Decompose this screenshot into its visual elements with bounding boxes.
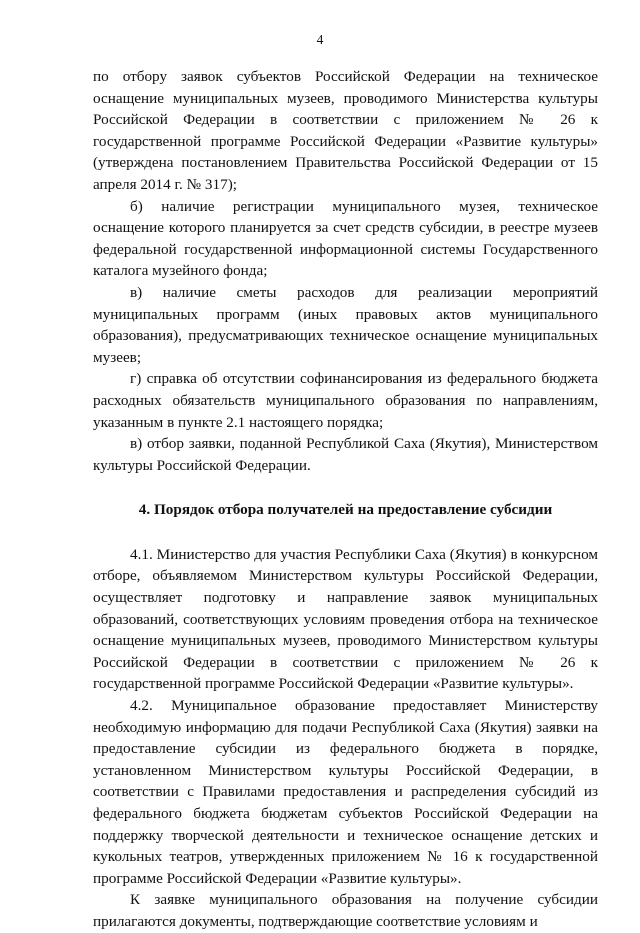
paragraph-top-1: по отбору заявок субъектов Российской Федерации на техническое оснащение муниципальных музеев, проводимого Министерства культуры Российской Федерации в соответствии с приложением № 26 к государственной программе Российской Федерации «Развитие культуры» (утверждена постановлением Правительства Российской Федерации от 15 апреля 2014 г. № 317); [93, 68, 598, 193]
paragraph-top-3: в) наличие сметы расходов для реализации мероприятий муниципальных программ (иных правовых актов муниципального образования), предусматривающих техническое оснащение муниципальных музеев; [93, 283, 598, 366]
paragraph-top-5: в) отбор заявки, поданной Республикой Саха (Якутия), Министерством культуры Российской Федерации. [93, 435, 598, 474]
paragraph-top-4: г) справка об отсутствии софинансирования из федерального бюджета расходных обязательств муниципального образования по направлениям, указанным в пункте 2.1 настоящего порядка; [93, 370, 598, 431]
paragraph-top-2: б) наличие регистрации муниципального музея, техническое оснащение которого планируется за счет средств субсидии, в реестре музеев федеральной государственной информационной системы Государственного каталога музейного фонда; [93, 197, 598, 280]
page-number: 4 [316, 32, 324, 47]
document-body [93, 66, 598, 933]
section-heading: 4. Порядок отбора получателей на предоставление субсидии [138, 501, 553, 519]
paragraph-4-1: 4.1. Министерство для участия Республики Саха (Якутия) в конкурсном отборе, объявляемом Министерством культуры Российской Федерации, осуществляет подготовку и направление заявок муниципальных образований, соответствующих условиям проведения отбора на техническое оснащение муниципальных музеев, проводимого Министерством культуры Российской Федерации в соответствии с приложением № 26 к государственной программе Российской Федерации «Развитие культуры». [93, 545, 598, 693]
paragraph-attachments: К заявке муниципального образования на получение субсидии прилагаются документы, подтверждающие соответствие условиям и [93, 891, 598, 930]
paragraph-4-2: 4.2. Муниципальное образование предоставляет Министерству необходимую информацию для подачи Республикой Саха (Якутия) заявки на предоставление субсидии из федерального бюджета в порядке, установленном Министерством культуры Российской Федерации, в соответствии с Правилами предоставления и распределения субсидий из федерального бюджета бюджетам субъектов Российской Федерации на поддержку творческой деятельности и техническое оснащение детских и кукольных театров, утвержденных приложением № 16 к государственной программе Российской Федерации «Развитие культуры». [93, 697, 598, 887]
